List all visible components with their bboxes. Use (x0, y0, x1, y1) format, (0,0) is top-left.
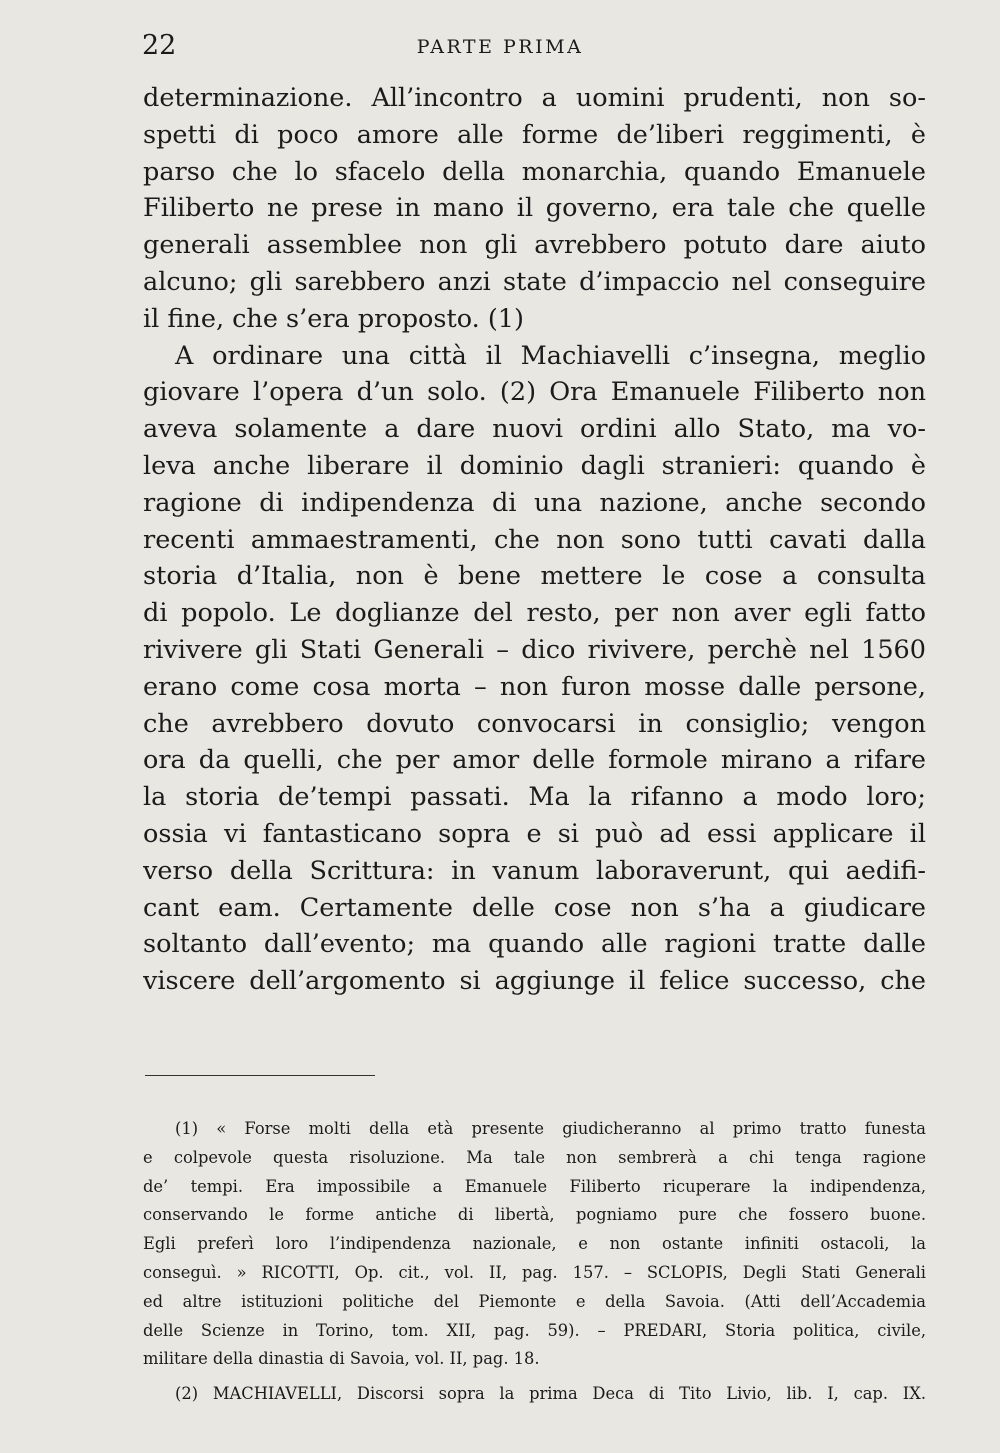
text-line: storia d’Italia, non è bene mettere le cose a consulta (143, 561, 926, 592)
text-line: aveva solamente a dare nuovi ordini allo Stato, ma vo- (143, 414, 926, 445)
footnote-line: militare della dinastia di Savoia, vol. II, pag. 18. (143, 1349, 540, 1369)
footnote-line: ed altre istituzioni politiche del Piemonte e della Savoia. (Atti dell’Accademia (143, 1291, 926, 1311)
footnote-line: Egli preferì loro l’indipendenza nazionale, e non ostante infiniti ostacoli, la (143, 1234, 926, 1254)
text-line: rivivere gli Stati Generali – dico rivivere, perchè nel 1560 (143, 634, 926, 665)
page-number: 22 (142, 30, 177, 61)
page-header (0, 28, 1000, 68)
text-line: cant eam. Certamente delle cose non s’ha a giudicare (143, 892, 926, 923)
text-line: leva anche liberare il dominio dagli stranieri: quando è (143, 450, 926, 481)
text-line: determinazione. All’incontro a uomini prudenti, non so- (143, 83, 926, 113)
footnote-line: (1) « Forse molti della età presente giudicheranno al primo tratto funesta (175, 1119, 926, 1138)
footnote-line: de’ tempi. Era impossibile a Emanuele Filiberto ricuperare la indipendenza, (143, 1176, 926, 1196)
text-line: recenti ammaestramenti, che non sono tutti cavati dalla (143, 524, 926, 555)
text-line: di popolo. Le doglianze del resto, per non aver egli fatto (143, 598, 926, 629)
footnote-line: e colpevole questa risoluzione. Ma tale non sembrerà a chi tenga ragione (143, 1147, 926, 1167)
text-line: ora da quelli, che per amor delle formole mirano a rifare (143, 745, 926, 776)
text-line: generali assemblee non gli avrebbero potuto dare aiuto (143, 230, 926, 261)
footnote-line: delle Scienze in Torino, tom. XII, pag. 59). – PREDARI, Storia politica, civile, (143, 1320, 926, 1340)
text-line: la storia de’tempi passati. Ma la rifanno a modo loro; (143, 782, 926, 813)
running-head: PARTE PRIMA (416, 36, 584, 58)
text-line: spetti di poco amore alle forme de’liberi reggimenti, è (143, 119, 926, 150)
footnote-line: conseguì. » RICOTTI, Op. cit., vol. II, pag. 157. – SCLOPIS, Degli Stati Generali (143, 1262, 926, 1282)
text-line: verso della Scrittura: in vanum laboraverunt, qui aedifi- (143, 855, 926, 886)
text-line: Filiberto ne prese in mano il governo, era tale che quelle (143, 193, 926, 224)
text-line: che avrebbero dovuto convocarsi in consiglio; vengon (143, 708, 926, 739)
text-line: A ordinare una città il Machiavelli c’insegna, meglio (175, 340, 926, 371)
text-line: erano come cosa morta – non furon mosse dalle persone, (143, 671, 926, 702)
footnotes (143, 1115, 926, 1409)
text-line: parso che lo sfacelo della monarchia, quando Emanuele (143, 156, 926, 187)
footnote-separator (145, 1075, 375, 1076)
footnote-line: (2) MACHIAVELLI, Discorsi sopra la prima Deca di Tito Livio, lib. I, cap. IX. (175, 1384, 926, 1404)
footnote-line: conservando le forme antiche di libertà, pogniamo pure che fossero buone. (143, 1205, 926, 1225)
text-line: alcuno; gli sarebbero anzi state d’impaccio nel conseguire (143, 266, 926, 297)
text-line: ossia vi fantasticano sopra e si può ad essi applicare il (143, 818, 926, 849)
text-line: soltanto dall’evento; ma quando alle ragioni tratte dalle (143, 929, 926, 960)
text-line: viscere dell’argomento si aggiunge il felice successo, che (143, 966, 926, 997)
text-line: ragione di indipendenza di una nazione, anche secondo (143, 487, 926, 518)
main-text (143, 80, 926, 1000)
text-line: giovare l’opera d’un solo. (2) Ora Emanuele Filiberto non (143, 377, 926, 408)
text-line: il fine, che s’era proposto. (1) (143, 303, 524, 334)
